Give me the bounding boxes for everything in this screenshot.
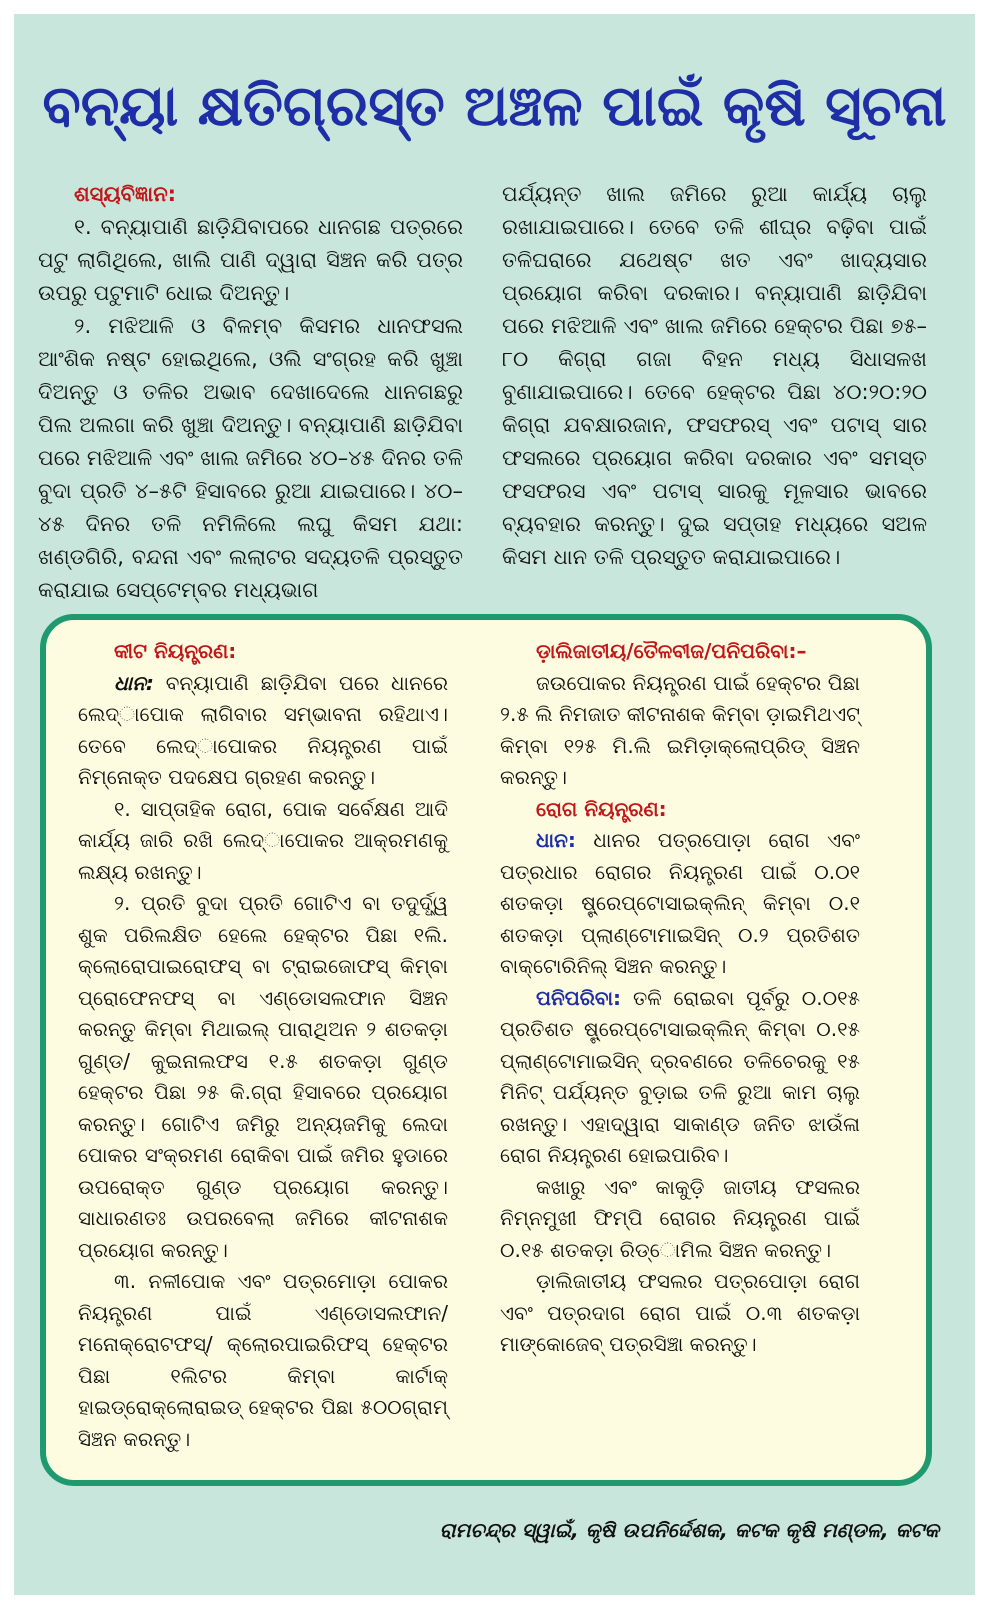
pest-heading: କୀଟ ନିୟନ୍ତ୍ରଣ: <box>114 639 237 663</box>
disease-paddy-text: ଧାନର ପତ୍ରପୋଡ଼ା ରୋଗ ଏବଂ ପତ୍ରଧାର ରୋଗର ନିୟନ୍ତ୍ରଣ ପାଇଁ ୦.୦୧ ଶତକଡ଼ା ଷ୍ଟ୍ରେପ୍ଟୋସାଇକ୍ଲିନ୍ କିମ୍ବା ୦.୧ ଶତକଡ଼ା ପ୍ଲାଣ୍ଟୋମାଇସିନ୍ ୦.୨ ପ୍ରତିଶତ ବାକ୍ଟୋରିନିଲ୍ ସିଞ୍ଚନ କରନ୍ତୁ। <box>500 828 861 978</box>
agronomy-paragraph-3: ପର୍ଯ୍ୟନ୍ତ ଖାଲ ଜମିରେ ରୁଆ କାର୍ଯ୍ୟ ଚାଲୁ ରଖାଯାଇପାରେ। ତେବେ ତଳି ଶୀଘ୍ର ବଢ଼ିବା ପାଇଁ ତଳିଘରାରେ ଯଥେଷ୍ଟ ଖତ ଏବଂ ଖାଦ୍ୟସାର ପ୍ରୟୋଗ କରିବା ଦରକାର। ବନ୍ୟାପାଣି ଛାଡ଼ିଯିବା ପରେ ମଝିଆଳି ଏବଂ ଖାଲ ଜମିରେ ହେକ୍ଟର ପିଛା ୭୫–୮୦ କିଗ୍ରା ଗଜା ବିହନ ମଧ୍ୟ ସିଧାସଳଖ ବୁଣାଯାଇପାରେ। ତେବେ ହେକ୍ଟର ପିଛା ୪୦:୨୦:୨୦ କିଗ୍ରା ଯବକ୍ଷାରଜାନ, ଫସଫରସ୍ ଏବଂ ପଟାସ୍ ସାର ଫସଲରେ ପ୍ରୟୋଗ କରିବା ଦରକାର ଏବଂ ସମସ୍ତ ଫସଫରସ ଏବଂ ପଟାସ୍ ସାରକୁ ମୂଳସାର ଭାବରେ ବ୍ୟବହାର କରନ୍ତୁ। ଦୁଇ ସପ୍ତାହ ମଧ୍ୟରେ ସଅଳ କିସମ ଧାନ ତଳି ପ୍ରସ୍ତୁତ କରାଯାଇପାରେ। <box>502 182 927 569</box>
pest-paddy-lead: ଧାନ: <box>114 670 154 695</box>
pest-paragraph-1: ୧. ସାପ୍ତାହିକ ରୋଗ, ପୋକ ସର୍ବେକ୍ଷଣ ଆଦି କାର୍ଯ୍ୟ ଜାରି ରଖି ଲେଦ୍ାପୋକର ଆକ୍ରମଣକୁ ଲକ୍ଷ୍ୟ ରଖନ୍ତୁ। <box>78 796 448 884</box>
pest-control-column <box>78 636 448 1455</box>
page-title: ବନ୍ୟା କ୍ଷତିଗ୍ରସ୍ତ ଅଞ୍ଚଳ ପାଇଁ କୃଷି ସୂଚନା <box>42 74 947 139</box>
disease-heading: ରୋଗ ନିୟନ୍ତ୍ରଣ: <box>536 796 667 821</box>
pulses-heading: ଡ଼ାଲିଜାତୀୟ/ତୈଳବୀଜ/ପନିପରିବା:– <box>536 639 807 663</box>
agronomy-column-left <box>38 178 463 607</box>
agronomy-column-right <box>502 178 927 574</box>
author-credit: ରାମଚନ୍ଦ୍ର ସ୍ୱାଇଁ, କୃଷି ଉପନିର୍ଦ୍ଦେଶକ, କଟକ କୃଷି ମଣ୍ଡଳ, କଟକ <box>439 1518 939 1542</box>
pest-paragraph-2: ୨. ପ୍ରତି ବୁଦା ପ୍ରତି ଗୋଟିଏ ବା ତଦୁର୍ଦ୍ଧ୍ୱ ଶୁକ ପରିଲକ୍ଷିତ ହେଲେ ହେକ୍ଟର ପିଛା ୧ଲି. କ୍ଲୋରୋପାଇରୋଫସ୍ ବା ଟ୍ରାଇଜୋଫସ୍ କିମ୍ବା ପ୍ରୋଫେନଫସ୍ ବା ଏଣ୍ଡୋସଲଫାନ ସିଞ୍ଚନ କରନ୍ତୁ କିମ୍ବା ମିଥାଇଲ୍ ପାରାଥିଅନ ୨ ଶତକଡ଼ା ଗୁଣ୍ଡ/ କୁଇନାଲଫସ ୧.୫ ଶତକଡ଼ା ଗୁଣ୍ଡ ହେକ୍ଟର ପିଛା ୨୫ କି.ଗ୍ରା ହିସାବରେ ପ୍ରୟୋଗ କରନ୍ତୁ। ଗୋଟିଏ ଜମିରୁ ଅନ୍ୟଜମିକୁ ଲେଦା ପୋକର ସଂକ୍ରମଣ ରୋକିବା ପାଇଁ ଜମିର ହୁଡାରେ ଉପରୋକ୍ତ ଗୁଣ୍ଡ ପ୍ରୟୋଗ କରନ୍ତୁ। ସାଧାରଣତଃ ଉପରବେଲା ଜମିରେ କୀଟନାଶକ ପ୍ରୟୋଗ କରନ୍ତୁ। <box>78 891 448 1262</box>
disease-pulse-text: ଡ଼ାଲିଜାତୀୟ ଫସଲର ପତ୍ରପୋଡ଼ା ରୋଗ ଏବଂ ପତ୍ରଦାଗ ରୋଗ ପାଇଁ ୦.୩ ଶତକଡ଼ା ମାଙ୍କୋଜେବ୍ ପତ୍ରସିଞ୍ଚା କରନ୍ତୁ। <box>500 1269 860 1356</box>
disease-vegetable-lead: ପନିପରିବା: <box>536 985 622 1010</box>
pest-intro: ବନ୍ୟାପାଣି ଛାଡ଼ିଯିବା ପରେ ଧାନରେ ଲେଦ୍ାପୋକ ଲାଗିବାର ସମ୍ଭାବନା ରହିଥାଏ। ତେବେ ଲେଦ୍ାପୋକର ନିୟନ୍ତ୍ରଣ ପାଇଁ ନିମ୍ନୋକ୍ତ ପଦକ୍ଷେପ ଗ୍ରହଣ କରନ୍ତୁ। <box>78 670 448 789</box>
agronomy-paragraph-1: ୧. ବନ୍ୟାପାଣି ଛାଡ଼ିଯିବାପରେ ଧାନଗଛ ପତ୍ରରେ ପଟୁ ଲାଗିଥିଲେ, ଖାଲି ପାଣି ଦ୍ୱାରା ସିଞ୍ଚନ କରି ପତ୍ର ଉପରୁ ପଟୁମାଟି ଧୋଇ ଦିଅନ୍ତୁ। <box>38 215 463 305</box>
disease-vegetable-text: ତଳି ରୋଇବା ପୂର୍ବରୁ ୦.୦୧୫ ପ୍ରତିଶତ ଷ୍ଟ୍ରେପ୍ଟୋସାଇକ୍ଲିନ୍ କିମ୍ବା ୦.୧୫ ପ୍ଲାଣ୍ଟୋମାଇସିନ୍ ଦ୍ରବଣରେ ତଳିଚେରକୁ ୧୫ ମିନିଟ୍ ପର୍ଯ୍ୟନ୍ତ ବୁଡ଼ାଇ ତଳି ରୁଆ କାମ ଚାଲୁ ରଖନ୍ତୁ। ଏହାଦ୍ୱାରା ସାକାଣ୍ଡ ଜନିତ ଝାଉଁଳା ରୋଗ ନିୟନ୍ତ୍ରଣ ହୋଇପାରିବ। <box>500 985 860 1167</box>
agronomy-heading: ଶସ୍ୟବିଜ୍ଞାନ: <box>74 182 177 206</box>
disease-cucurbit-text: କଖାରୁ ଏବଂ କାକୁଡ଼ି ଜାତୀୟ ଫସଲର ନିମ୍ନମୁଖୀ ଫିମ୍ପି ରୋଗର ନିୟନ୍ତ୍ରଣ ପାଇଁ ୦.୧୫ ଶତକଡ଼ା ରିଡ୍ୋମିଲ ସିଞ୍ଚନ କରନ୍ତୁ। <box>500 1174 860 1262</box>
pulses-disease-column <box>500 636 860 1361</box>
pest-paragraph-3: ୩. ନଳୀପୋକ ଏବଂ ପତ୍ରମୋଡ଼ା ପୋକର ନିୟନ୍ତ୍ରଣ ପାଇଁ ଏଣ୍ଡୋସଲଫାନ/ ମନୋକ୍ରୋଟଫସ୍/ କ୍ଲୋରପାଇରିଫସ୍ ହେକ୍ଟର ପିଛା ୧ଲିଟର କିମ୍ବା କାର୍ଟାକ୍ ହାଇଡ୍ରୋକ୍ଲୋରାଇଡ୍ ହେକ୍ଟର ପିଛା ୫୦୦ଗ୍ରାମ୍ ସିଞ୍ଚନ କରନ୍ତୁ। <box>78 1269 448 1451</box>
agronomy-paragraph-2: ୨. ମଝିଆଳି ଓ ବିଳମ୍ବ କିସମର ଧାନଫସଲ ଆଂଶିକ ନଷ୍ଟ ହୋଇଥିଲେ, ଓଲି ସଂଗ୍ରହ କରି ଖୁଞ୍ଚା ଦିଅନ୍ତୁ ଓ ତଳିର ଅଭାବ ଦେଖାଦେଲେ ଧାନଗଛରୁ ପିଲ ଅଲଗା କରି ଖୁଞ୍ଚା ଦିଅନ୍ତୁ। ବନ୍ୟାପାଣି ଛାଡ଼ିଯିବା ପରେ ମଝିଆଳି ଏବଂ ଖାଲ ଜମିରେ ୪୦–୪୫ ଦିନର ତଳି ବୁଦା ପ୍ରତି ୪–୫ଟି ହିସାବରେ ରୁଆ ଯାଇପାରେ। ୪୦–୪୫ ଦିନର ତଳି ନମିଳିଲେ ଲଘୁ କିସମ ଯଥା: ଖଣ୍ଡଗିରି, ବନ୍ଦନା ଏବଂ ଲଲାଟର ସଦ୍ୟତଳି ପ୍ରସ୍ତୁତ କରାଯାଇ ସେପ୍ଟେମ୍ବର ମଧ୍ୟଭାଗ <box>38 314 463 602</box>
pulses-paragraph: ଜଉପୋକର ନିୟନ୍ତ୍ରଣ ପାଇଁ ହେକ୍ଟର ପିଛା ୨.୫ ଲି ନିମଜାତ କୀଟନାଶକ କିମ୍ବା ଡ଼ାଇମିଥଏଟ୍ କିମ୍ବା ୧୨୫ ମି.ଲି ଇମିଡ଼ାକ୍ଲୋପ୍ରିଡ୍ ସିଞ୍ଚନ କରନ୍ତୁ। <box>500 670 860 789</box>
disease-paddy-lead: ଧାନ: <box>536 828 576 852</box>
